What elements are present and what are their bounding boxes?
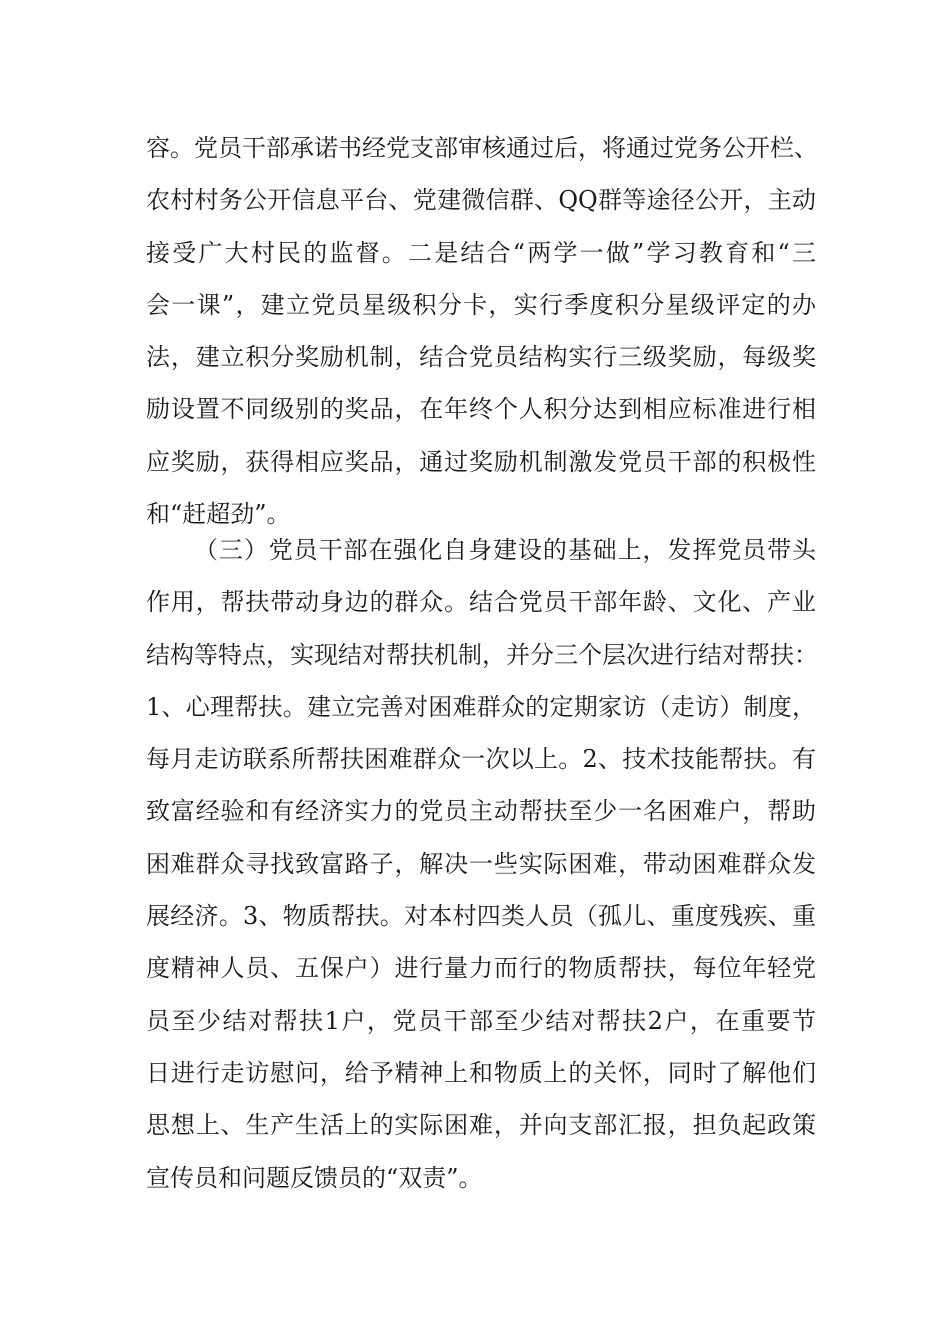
text-line: 应奖励，获得相应奖品，通过奖励机制激发党员干部的积极性	[146, 447, 816, 476]
text-line: 困难群众寻找致富路子，解决一些实际困难，带动困难群众发	[146, 849, 816, 878]
text-line: 1、心理帮扶。建立完善对困难群众的定期家访（走访）制度，	[146, 692, 816, 721]
paragraph-continued	[146, 122, 816, 540]
text-line: 容。党员干部承诺书经党支部审核通过后，将通过党务公开栏、	[146, 134, 818, 162]
text-line: 农村村务公开信息平台、党建微信群、QQ群等途径公开，主动	[146, 186, 816, 215]
text-line: 员至少结对帮扶1户，党员干部至少结对帮扶2户，在重要节	[146, 1006, 816, 1035]
text-line: 度精神人员、五保户）进行量力而行的物质帮扶，每位年轻党	[146, 954, 816, 983]
text-line-last: 和“赶超劲”。	[146, 500, 291, 529]
text-line: 作用，帮扶带动身边的群众。结合党员干部年龄、文化、产业	[146, 588, 816, 617]
text-line: 法，建立积分奖励机制，结合党员结构实行三级奖励，每级奖	[146, 343, 816, 372]
paragraph-section-three	[146, 524, 816, 1204]
text-line: 致富经验和有经济实力的党员主动帮扶至少一名困难户，帮助	[146, 797, 816, 826]
text-line: 每月走访联系所帮扶困难群众一次以上。2、技术技能帮扶。有	[146, 745, 816, 774]
text-line-last: 宣传员和问题反馈员的“双责”。	[146, 1163, 483, 1192]
text-line: 日进行走访慰问，给予精神上和物质上的关怀，同时了解他们	[146, 1058, 816, 1087]
text-line: 结构等特点，实现结对帮扶机制，并分三个层次进行结对帮扶：	[146, 640, 818, 669]
text-line-first: （三）党员干部在强化自身建设的基础上，发挥党员带头	[194, 536, 816, 564]
text-line: 会一课”，建立党员星级积分卡，实行季度积分星级评定的办	[146, 290, 816, 319]
text-line: 接受广大村民的监督。二是结合“两学一做”学习教育和“三	[146, 238, 816, 267]
text-line: 励设置不同级别的奖品，在年终个人积分达到相应标准进行相	[146, 395, 816, 424]
text-line: 思想上、生产生活上的实际困难，并向支部汇报，担负起政策	[146, 1111, 816, 1140]
text-line: 展经济。3、物质帮扶。对本村四类人员（孤儿、重度残疾、重	[146, 902, 816, 931]
